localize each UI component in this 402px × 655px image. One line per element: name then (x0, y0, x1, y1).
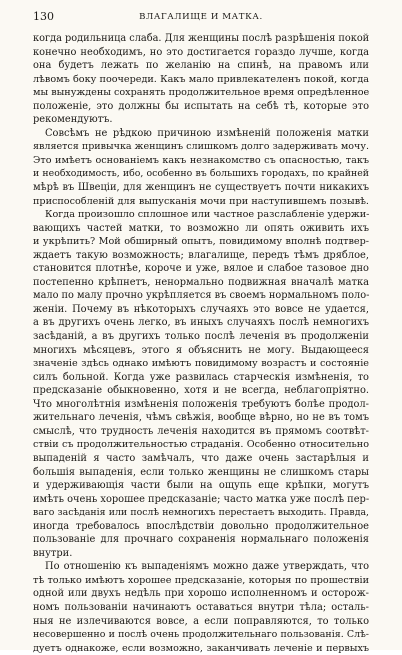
text-line: выпаденій я часто замѣчалъ, что даже очень застарѣлыя и (33, 452, 369, 464)
paragraph-first-line: Совсѣмъ не рѣдкою причиною измѣненій положенія матки (45, 127, 369, 139)
text-line: когда родильница слаба. Для женщины послѣ разрѣшенія покой (33, 33, 369, 44)
text-line: тѣ только имѣютъ хорошее предсказаніе, которыя по прошествіи (33, 574, 369, 586)
text-line: ствіи съ продолжительностью страданія. Особенно относительно (33, 439, 369, 451)
text-line: и укрѣпить? Мой обширный опытъ, повидимому вполнѣ подтвер- (33, 236, 369, 248)
running-head (33, 10, 369, 24)
text-line: мы вынуждены сохранять продолжительное время опредѣленное (33, 87, 369, 99)
text-line: Что многолѣтнія измѣненія положенія требуютъ болѣе продол- (33, 398, 369, 410)
text-line: смыслѣ, что трудность леченія находится въ прямомъ соотвѣт- (33, 425, 369, 437)
text-line: имѣть очень хорошее предсказаніе; часто матка уже послѣ пер- (33, 493, 369, 505)
text-line: становится плотнѣе, короче и уже, вялое и слабое тазовое дно (33, 263, 369, 275)
text-line: мѣрѣ въ Швеціи, для женщинъ не существуетъ почти никакихъ (33, 182, 369, 194)
text-line: и необходимость, ибо, особенно въ большихъ городахъ, по крайней (33, 168, 369, 180)
text-line: дуетъ однакоже, если возможно, заканчивать леченіе и первыхъ (33, 642, 369, 654)
text-line: засѣданій, а въ другихъ только послѣ леченія въ продолженіи (33, 331, 369, 343)
text-line: внутри. (33, 547, 73, 559)
text-line: жительнаго леченія, чѣмъ свѣжія, вообще вѣрно, но не въ томъ (33, 412, 369, 424)
paragraph-first-line: По отношенію къ выпаденіямъ можно даже утверждать, что (45, 561, 369, 573)
text-line: женіи. Почему въ нѣкоторыхъ случаяхъ это вовсе не удается, (33, 303, 369, 315)
text-line: иногда требовалось впослѣдствіи довольно продолжительное (33, 520, 369, 532)
page-number: 130 (33, 10, 54, 23)
text-line: пользованіе для прочнаго сохраненія нормальнаго положенія (33, 534, 369, 546)
text-line: значеніе здѣсь однако имѣютъ повидимому возрастъ и состояніе (33, 358, 369, 370)
text-line: положеніе, это должны бы испытать на себѣ тѣ, которые это (33, 100, 369, 112)
text-line: Это имѣетъ основаніемъ какъ незнакомство съ опасностью, такъ (33, 154, 369, 166)
body-text (33, 32, 369, 655)
text-line: силъ больной. Когда уже развилась старческія измѣненія, то (33, 371, 369, 383)
text-line: ваго засѣданія или послѣ немногихъ перестаетъ выходить. Правда, (33, 507, 369, 519)
text-line: а въ другихъ очень легко, въ иныхъ случаяхъ послѣ немногихъ (33, 317, 369, 329)
text-line: предсказаніе обыкновенно, хотя и не всегда, неблагопріятно. (33, 385, 369, 397)
paragraph-first-line: Когда произошло сплошное или частное разслабленіе удержи- (45, 209, 369, 221)
text-line: является привычка женщинъ слишкомъ долго задерживать мочу. (33, 141, 369, 153)
text-line: рекомендуютъ. (33, 114, 113, 126)
text-line: несовершенно и послѣ очень продолжительнаго пользованія. Слѣ- (33, 629, 369, 641)
text-line: одной или двухъ недѣль при хорошо исполненномъ и осторож- (33, 588, 369, 600)
text-line: и удерживающія части были на ощупь еще крѣпки, могутъ (33, 480, 369, 492)
text-line: приспособленій для выпусканія мочи при наступившемъ позывѣ. (33, 195, 369, 207)
running-title: ВЛАГАЛИЩЕ И МАТКА. (139, 12, 263, 22)
text-line: она будетъ лежать по желанію на спинѣ, на правомъ или (33, 60, 369, 72)
text-line: конечно необходимъ, но это достигается гораздо лучше, когда (33, 46, 369, 58)
text-line: ждаетъ такую возможность; влагалище, передъ тѣмъ дряблое, (33, 249, 369, 261)
text-line: постепенно крѣпнетъ, ненормально подвижная вначалѣ матка (33, 276, 369, 288)
text-line: большія выпаденія, если только женщины не слишкомъ стары (33, 466, 369, 478)
text-line: мало по малу прочно укрѣпляется въ своемъ нормальномъ поло- (33, 290, 369, 302)
text-line: ныя не излечиваются вовсе, а если поправляются, то только (33, 615, 369, 627)
text-line: номъ пользованіи начинаютъ оставаться внутри тѣла; осталь- (33, 601, 369, 613)
text-line: лѣвомъ боку поочереди. Какъ мало привлекателенъ покой, когда (33, 73, 369, 85)
text-line: вающихъ частей матки, то возможно ли опять оживить ихъ (33, 222, 369, 234)
text-line: многихъ мѣсяцевъ, этого я объяснить не могу. Выдающееся (33, 344, 369, 356)
